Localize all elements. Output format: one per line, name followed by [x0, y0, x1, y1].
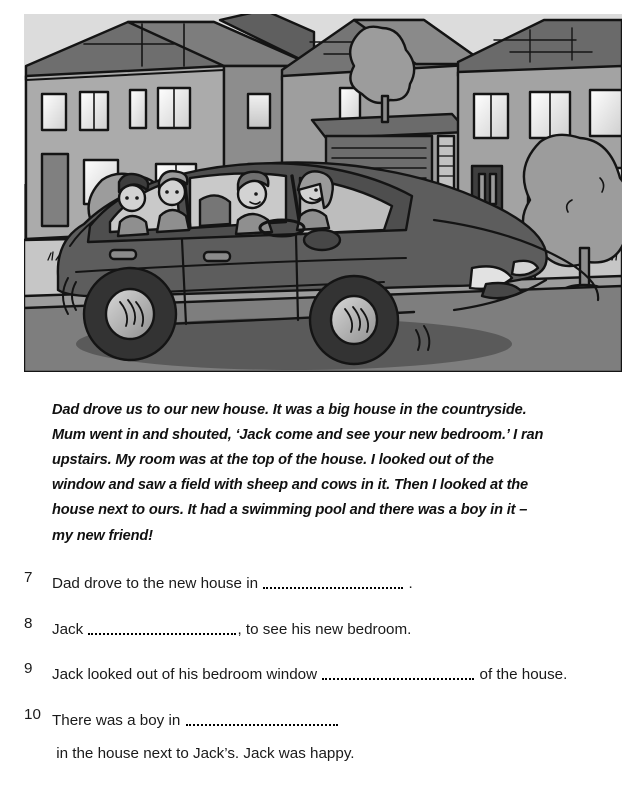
question-number: 10 — [24, 705, 41, 723]
question-number: 7 — [24, 569, 33, 586]
question-number: 8 — [24, 614, 33, 632]
question-text-segment: Jack looked out of his bedroom window — [52, 666, 322, 683]
question-text-segment: , to see his new bedroom. — [237, 620, 412, 638]
question-text-segment: . — [404, 575, 413, 592]
question-text — [52, 613, 624, 646]
question-text-segment: in the house next to Jack’s. Jack was happy. — [52, 744, 355, 762]
answer-blank[interactable] — [88, 620, 236, 635]
answer-blank[interactable] — [263, 574, 403, 589]
question-text-segment: Jack — [52, 620, 88, 638]
question-number: 9 — [24, 660, 33, 677]
question-row — [24, 658, 624, 691]
questions-list — [24, 567, 624, 782]
question-row — [24, 613, 624, 646]
question-text-segment: of the house. — [475, 666, 568, 683]
question-text-segment: There was a boy in — [52, 711, 185, 729]
question-text-segment: Dad drove to the new house in — [52, 575, 263, 592]
answer-blank[interactable] — [186, 711, 338, 726]
question-text — [52, 567, 624, 600]
question-text — [52, 658, 624, 691]
answer-blank[interactable] — [322, 665, 474, 680]
street-scene-illustration — [24, 14, 622, 372]
story-paragraph: Dad drove us to our new house. It was a big house in the countryside. Mum went in and shouted, ‘Jack come and see your new bedroom.’ I ran upstairs. My room was at the top of the house. I looked out of the window and saw a field with sheep and cows in it. Then I looked at the house next to ours. It had a swimming pool and there was a boy in it – my new friend! — [52, 401, 544, 544]
question-text — [52, 704, 624, 770]
illustration-artwork — [24, 14, 622, 372]
question-row — [24, 567, 624, 600]
question-row — [24, 704, 624, 770]
